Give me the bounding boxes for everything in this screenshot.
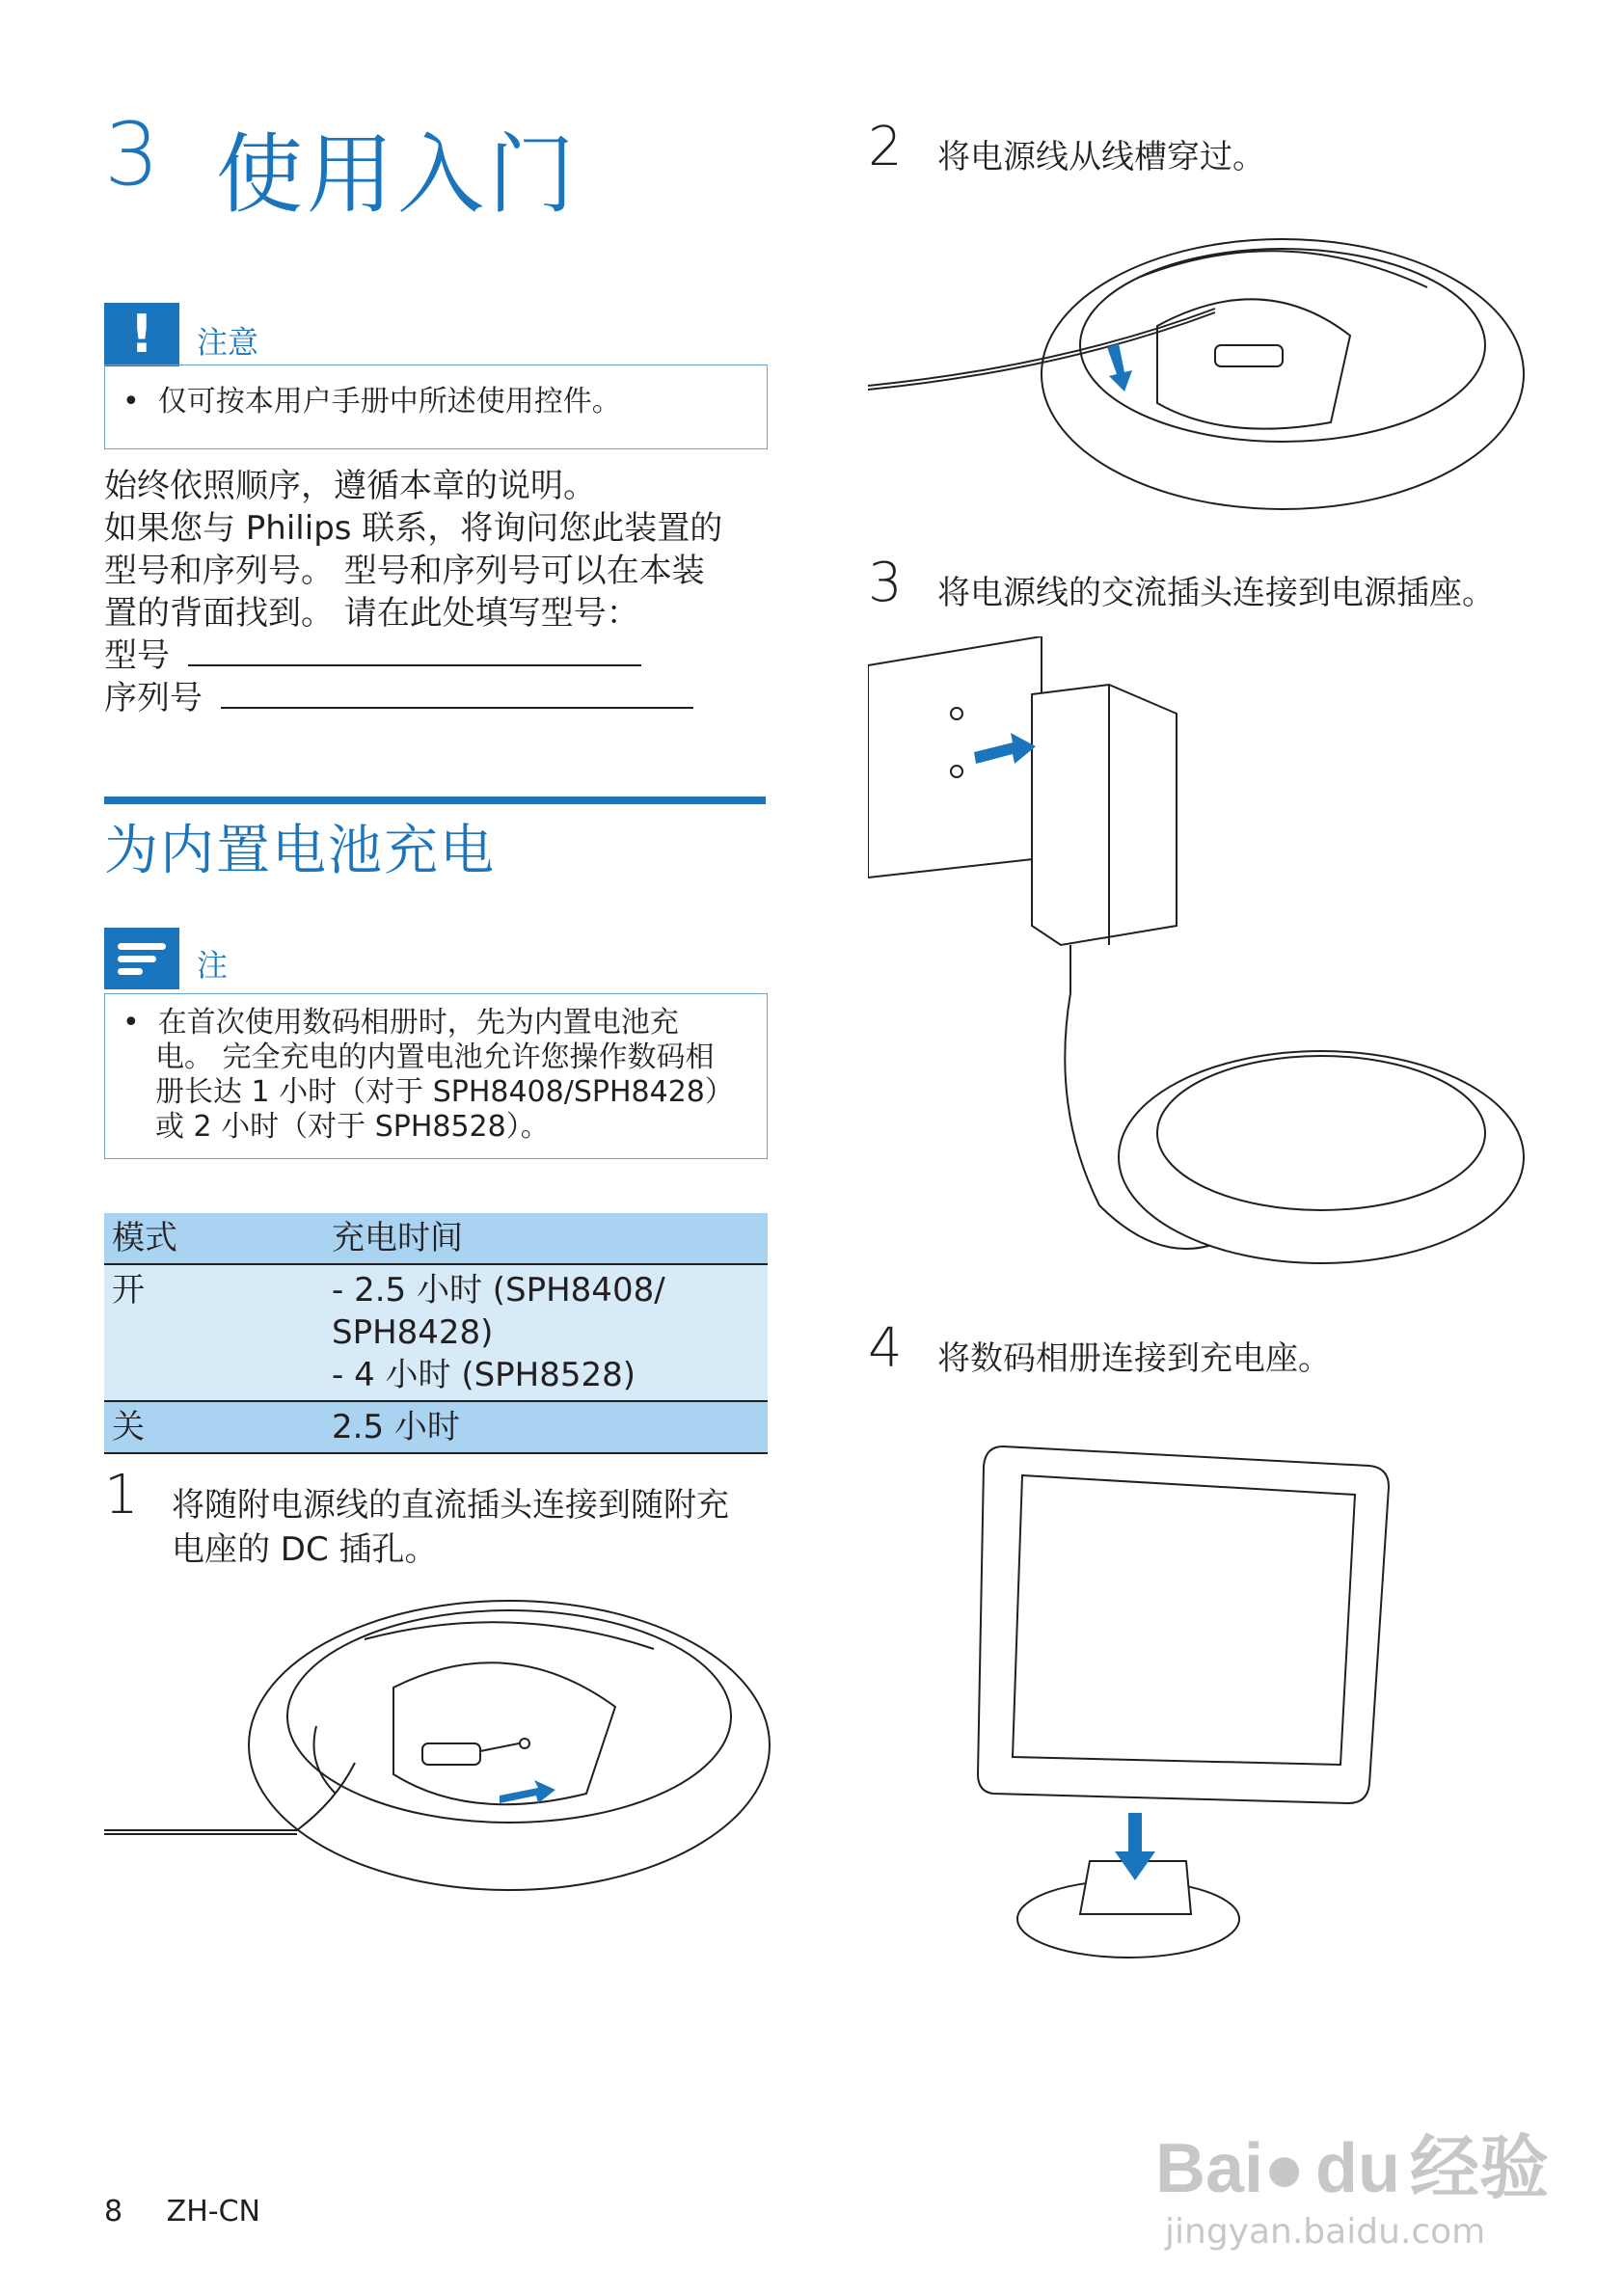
dc-plug-base-illustration	[104, 1581, 779, 1909]
table-cell: 关	[112, 1408, 145, 1446]
step-text	[172, 1483, 770, 1572]
bullet-icon: •	[122, 1006, 140, 1040]
time-line: - 4 小时 (SPH8528)	[332, 1356, 636, 1394]
caution-item-text: 仅可按本用户手册中所述使用控件。	[157, 385, 621, 419]
chapter-title: 使用入门	[216, 124, 579, 226]
paw-icon: ●	[1263, 2130, 1306, 2207]
table-row	[104, 1264, 768, 1401]
note-box	[104, 993, 768, 1159]
ac-plug-outlet-illustration	[868, 636, 1543, 1273]
step-line: 电座的 DC 插孔。	[172, 1530, 438, 1569]
step-number: 2	[868, 116, 903, 178]
section-title: 为内置电池充电	[104, 820, 496, 882]
step-number: 3	[868, 552, 903, 614]
table-header-row	[104, 1213, 768, 1264]
step-text: 将电源线的交流插头连接到电源插座。	[937, 574, 1495, 612]
model-fill-line[interactable]	[188, 635, 641, 666]
intro-line: 置的背面找到。 请在此处填写型号：	[104, 594, 639, 633]
step-text: 将电源线从线槽穿过。	[937, 138, 1265, 176]
serial-row	[104, 677, 770, 719]
caution-item	[122, 383, 621, 421]
note-item	[122, 1006, 734, 1145]
note-line: 或 2 小时（对于 SPH8528）。	[155, 1110, 550, 1144]
caution-box	[104, 365, 768, 449]
page-number: 8	[104, 2195, 123, 2228]
step-number: 1	[104, 1464, 139, 1526]
model-label: 型号	[104, 636, 170, 675]
cable-slot-illustration	[868, 210, 1543, 538]
table-row	[104, 1401, 768, 1453]
caution-title: 注意	[197, 324, 259, 361]
model-row	[104, 635, 770, 677]
time-line: - 2.5 小时 (SPH8408/	[332, 1271, 665, 1310]
intro-line: 如果您与 Philips 联系，将询问您此装置的	[104, 509, 723, 548]
exclamation-icon: !	[104, 303, 179, 366]
intro-line: 型号和序列号。 型号和序列号可以在本装	[104, 552, 705, 590]
table-header-cell: 模式	[112, 1219, 177, 1257]
serial-label: 序列号	[104, 679, 203, 717]
note-line: 在首次使用数码相册时，先为内置电池充	[157, 1006, 679, 1040]
section-rule	[104, 797, 766, 804]
language-code: ZH-CN	[166, 2195, 260, 2228]
intro-line: 始终依照顺序，遵循本章的说明。	[104, 467, 596, 505]
table-cell: 2.5 小时	[332, 1408, 460, 1446]
step-number: 4	[868, 1317, 903, 1380]
photo-frame-dock-illustration	[974, 1427, 1418, 1977]
table-cell	[332, 1264, 768, 1401]
intro-paragraph	[104, 465, 770, 719]
note-line: 册长达 1 小时（对于 SPH8408/SPH8428）	[155, 1075, 734, 1109]
table-cell: 开	[112, 1271, 145, 1310]
note-lines-icon	[104, 928, 179, 989]
chapter-number: 3	[104, 104, 160, 205]
note-line: 电。 完全充电的内置电池允许您操作数码相	[155, 1040, 715, 1074]
baidu-jingyan-watermark: Bai● du 经验 jingyan.baidu.com	[1155, 2130, 1550, 2252]
page-footer	[104, 2195, 260, 2228]
step-line: 将随附电源线的直流插头连接到随附充	[172, 1486, 729, 1525]
bullet-icon: •	[122, 385, 140, 419]
step-text: 将数码相册连接到充电座。	[937, 1339, 1331, 1378]
serial-fill-line[interactable]	[221, 678, 693, 709]
note-title: 注	[197, 947, 229, 984]
table-header-cell: 充电时间	[332, 1219, 463, 1257]
time-line: SPH8428)	[332, 1313, 494, 1352]
charge-time-table	[104, 1213, 768, 1454]
